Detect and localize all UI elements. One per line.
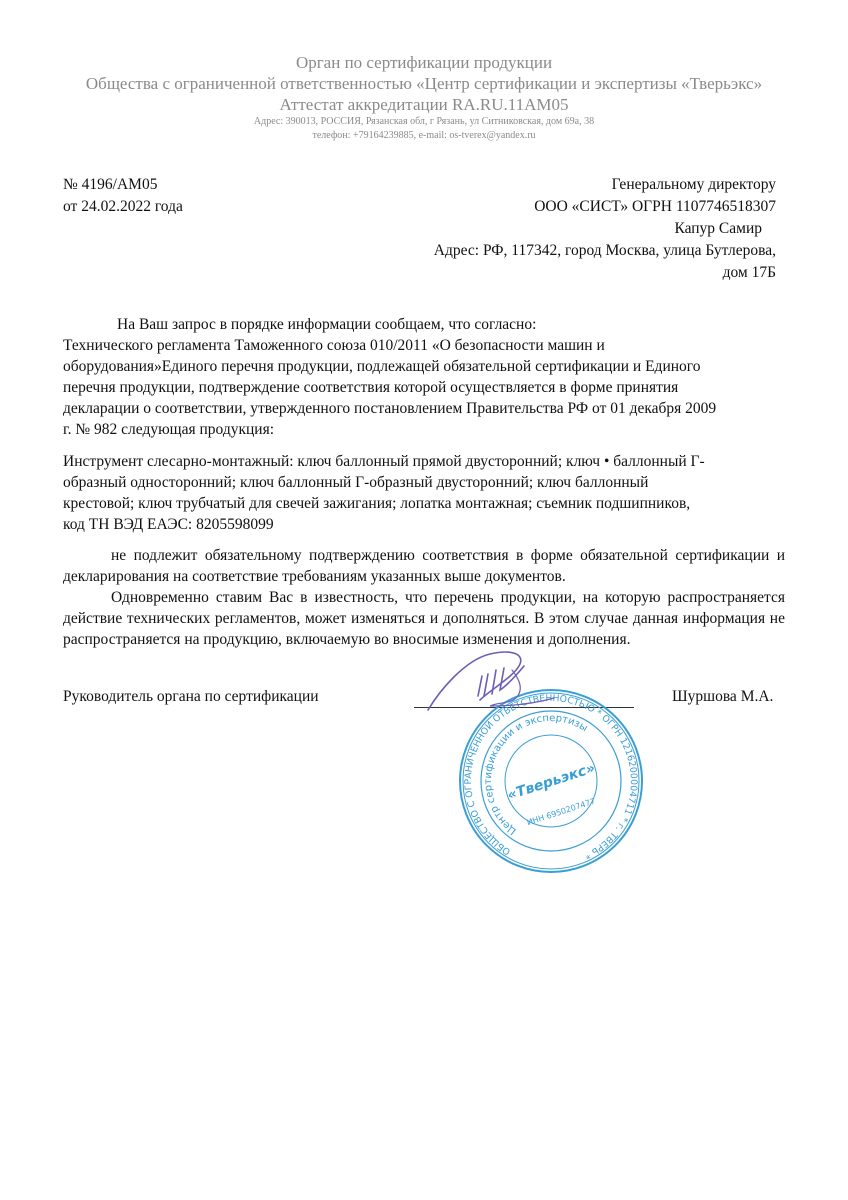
addressee-block [356, 174, 776, 284]
letterhead [40, 52, 808, 143]
request-intro: На Ваш запрос в порядке информации сообщаем, что согласно: [117, 316, 537, 333]
regulation-text [63, 335, 785, 440]
seal-inn-text: ИНН 6950207477 [525, 796, 597, 828]
product-line: код ТН ВЭД ЕАЭС: 8205598099 [63, 516, 274, 533]
addressee-address-line-1: Адрес: РФ, 117342, город Москва, улица Бутлерова, [433, 242, 776, 259]
seal-center-text: «Тверьэкс» [505, 760, 598, 804]
addressee-position: Генеральному директору [611, 176, 776, 193]
request-paragraph [63, 314, 785, 440]
products-paragraph [63, 451, 785, 535]
letterhead-address: Адрес: 390013, РОССИЯ, Рязанская обл, г Рязань, ул Ситниковская, дом 69а, 38 [253, 116, 595, 127]
not-subject-paragraph: не подлежит обязательному подтверждению соответствия в форме обязательной сертификации и декларирования на соответствие требованиям указанных выше документов. [63, 547, 785, 585]
reference-number: № 4196/АМ05 [63, 176, 158, 193]
regulation-line: оборудования»Единого перечня продукции, подлежащей обязательной сертификации и Единого [63, 358, 701, 375]
reference-block [63, 174, 183, 218]
regulation-line: перечня продукции, подтверждение соответствия которой осуществляется в форме принятия [63, 379, 679, 396]
seal-inner-text: Центр сертификации и экспертизы [482, 712, 590, 837]
regulation-line: г. № 982 следующая продукция: [63, 421, 275, 438]
letterhead-org-full-name: Общества с ограниченной ответственностью «Центр сертификации и экспертизы «Тверьэкс» [85, 74, 763, 93]
signatory-name: Шуршова М.А. [672, 688, 774, 705]
seal-outer-text: ОБЩЕСТВО С ОГРАНИЧЕННОЙ ОТВЕТСТВЕННОСТЬЮ * ОГРН 1216200004711 * г. ТВЕРЬ * [462, 692, 640, 862]
handwritten-signature [420, 640, 560, 722]
addressee-address-line-2: дом 17Б [722, 264, 776, 281]
letterhead-contacts: телефон: +79164239885, e-mail: os-tverex@yandex.ru [312, 130, 536, 141]
notice-paragraph: Одновременно ставим Вас в известность, что перечень продукции, на которую распространяется действие технических регламентов, может изменяться и дополняться. В этом случае данная информация не распространяется на продукцию, включаемую во вносимые изменения и дополнения. [63, 589, 785, 648]
letterhead-org-title: Орган по сертификации продукции [295, 53, 553, 72]
letterhead-accreditation: Аттестат аккредитации RA.RU.11АМ05 [279, 95, 569, 114]
reference-date: от 24.02.2022 года [63, 198, 183, 215]
product-line: Инструмент слесарно-монтажный: ключ баллонный прямой двусторонний; ключ • баллонный Г- [63, 453, 705, 470]
signatory-role: Руководитель органа по сертификации [63, 688, 319, 705]
addressee-person: Капур Самир [674, 220, 762, 237]
regulation-line: декларации о соответствии, утвержденного постановлением Правительства РФ от 01 декабря 2009 [63, 400, 717, 417]
product-line: крестовой; ключ трубчатый для свечей зажигания; лопатка монтажная; съемник подшипников, [63, 495, 691, 512]
regulation-line: Технического регламента Таможенного союза 010/2011 «О безопасности машин и [63, 337, 605, 354]
product-line: образный односторонний; ключ баллонный Г-образный двусторонний; ключ баллонный [63, 474, 649, 491]
addressee-company: ООО «СИСТ» ОГРН 1107746518307 [534, 198, 776, 215]
